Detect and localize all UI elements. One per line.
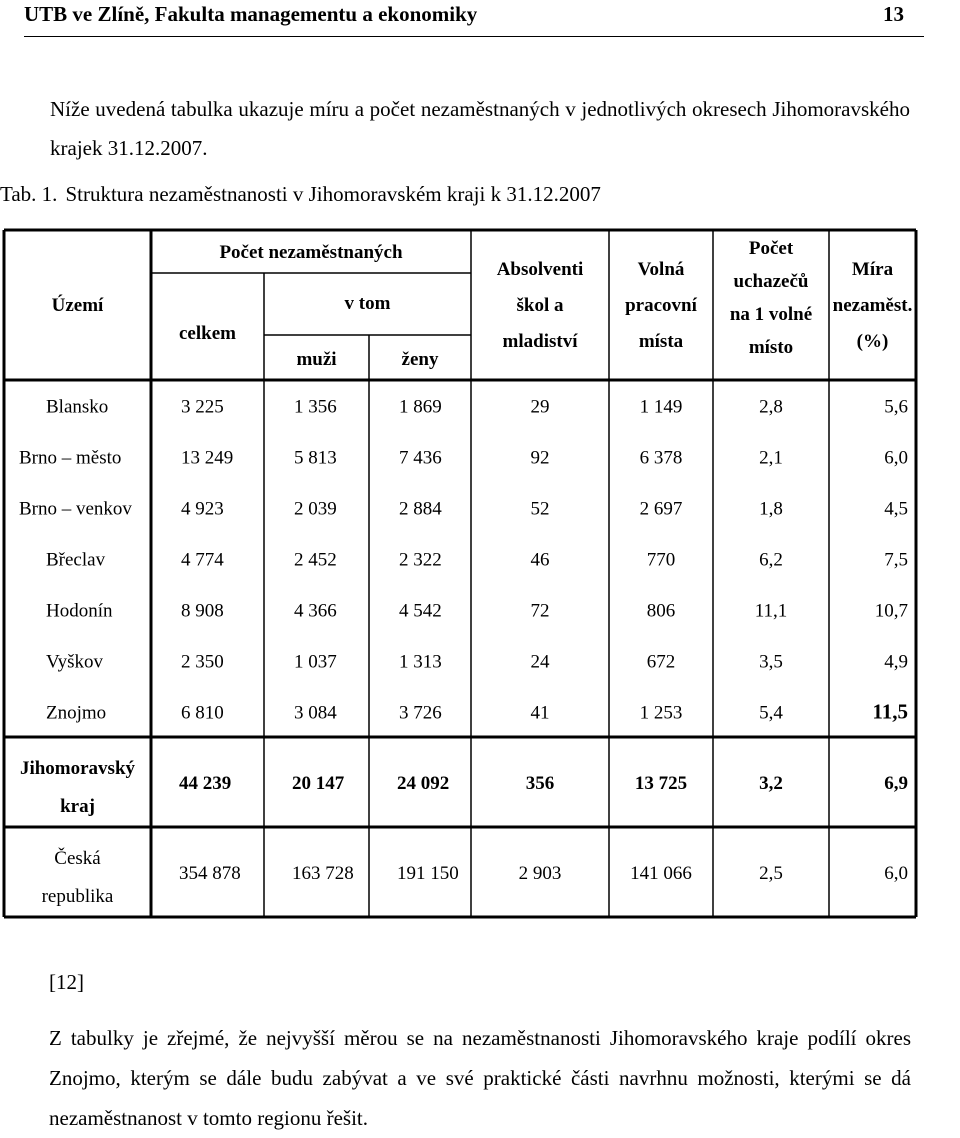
table-cell: 1 253 (639, 702, 683, 724)
table-cell: 2 452 (294, 549, 337, 571)
header-unemployed-count: Počet nezaměstnaných (219, 242, 403, 263)
table-cell: 356 (525, 773, 555, 794)
table-cell: 3,2 (759, 773, 783, 794)
header-vacancies: místa (638, 331, 684, 352)
table-cell: 24 092 (397, 773, 450, 794)
table-cell: 52 (530, 498, 550, 520)
table-cell: 11,5 (872, 699, 908, 724)
header-applicants-per-vacancy: uchazečů (733, 271, 809, 292)
header-graduates: mladiství (502, 331, 578, 352)
header-vacancies: Volná (637, 259, 685, 280)
table-cell: 6,0 (884, 863, 908, 884)
table-cell: 672 (646, 651, 676, 673)
table-cell: 1 149 (639, 396, 683, 418)
table-cell: 4 366 (294, 600, 337, 622)
country-row-name: republika (41, 886, 114, 907)
table-cell: 770 (646, 549, 676, 571)
header-title: UTB ve Zlíně, Fakulta managementu a ekonomiky (24, 2, 478, 26)
table-cell: 10,7 (874, 600, 908, 622)
table-cell: 6,9 (884, 773, 908, 794)
table-cell: 2,1 (759, 447, 783, 469)
table-cell: 6,2 (759, 549, 783, 571)
header-rate: Míra (851, 259, 894, 280)
table-cell: 2 039 (294, 498, 337, 520)
table-cell: 4 774 (181, 549, 224, 571)
table-cell: 1 356 (294, 396, 337, 418)
header-rate: nezaměst. (832, 295, 913, 316)
header-graduates: Absolventi (496, 259, 584, 280)
table-cell: 3,5 (759, 651, 783, 673)
table-cell: 5,4 (759, 702, 783, 724)
table-cell: 6 810 (181, 702, 224, 724)
table-cell: 41 (530, 702, 550, 724)
table-cell: 6,0 (884, 447, 908, 469)
table-cell: 4,9 (884, 651, 908, 673)
header-total: celkem (179, 323, 236, 344)
row-name: Znojmo (46, 702, 107, 724)
table-cell: 3 084 (294, 702, 337, 724)
table-cell: 44 239 (179, 773, 232, 794)
table-cell: 4 923 (181, 498, 224, 520)
table-cell: 1 037 (294, 651, 337, 673)
table-caption-text: Struktura nezaměstnanosti v Jihomoravském kraji k 31.12.2007 (65, 182, 601, 206)
table-cell: 4,5 (884, 498, 908, 520)
table-cell: 8 908 (181, 600, 224, 622)
header-territory: Území (51, 295, 104, 316)
table-cell: 2,8 (759, 396, 783, 418)
table-cell: 191 150 (397, 863, 459, 884)
table-cell: 2 322 (399, 549, 442, 571)
table-cell: 46 (530, 549, 550, 571)
table-cell: 72 (530, 600, 550, 622)
conclusion-paragraph: Z tabulky je zřejmé, že nejvyšší měrou se na nezaměstnanosti Jihomoravského kraje podílí okres Znojmo, kterým se dále budu zabývat a ve své praktické části navrhnu možnosti, kterými se dá nezaměstnanost v tomto regionu řešit. (49, 1026, 911, 1130)
table-cell: 1,8 (759, 498, 783, 520)
row-name: Břeclav (46, 549, 106, 571)
header-of-which: v tom (344, 293, 391, 314)
table-cell: 141 066 (630, 863, 692, 884)
unemployment-table (1, 227, 917, 947)
page-header (24, 0, 924, 37)
table-cell: 2 350 (181, 651, 224, 673)
table-caption (0, 182, 601, 207)
row-name: Brno – město (19, 447, 122, 469)
row-name: Hodonín (46, 600, 113, 622)
table-cell: 29 (530, 396, 550, 418)
region-row-name: Jihomoravský (19, 758, 136, 779)
row-name: Vyškov (46, 651, 104, 673)
table-cell: 3 726 (399, 702, 442, 724)
table-caption-label: Tab. 1. (0, 182, 58, 206)
table-cell: 20 147 (292, 773, 345, 794)
reference-citation: [12] (49, 970, 84, 994)
table-cell: 7,5 (884, 549, 908, 571)
table-cell: 5 813 (294, 447, 337, 469)
page-number: 13 (883, 2, 904, 26)
row-name: Brno – venkov (19, 498, 132, 520)
country-row-name: Česká (54, 848, 101, 869)
table-cell: 3 225 (181, 396, 224, 418)
intro-paragraph: Níže uvedená tabulka ukazuje míru a počet nezaměstnaných v jednotlivých okresech Jihomoravského krajek 31.12.2007. (50, 97, 910, 160)
header-vacancies: pracovní (625, 295, 697, 316)
table-cell: 92 (530, 447, 550, 469)
header-men: muži (296, 349, 337, 370)
table-cell: 13 249 (181, 447, 234, 469)
table-cell: 4 542 (399, 600, 442, 622)
header-graduates: škol a (516, 295, 564, 316)
table-cell: 2 884 (399, 498, 442, 520)
table-cell: 24 (530, 651, 550, 673)
region-row-name: kraj (60, 796, 95, 817)
table-cell: 5,6 (884, 396, 908, 418)
table-cell: 1 869 (399, 396, 442, 418)
table-cell: 7 436 (399, 447, 442, 469)
header-applicants-per-vacancy: místo (748, 337, 794, 358)
table-cell: 354 878 (179, 863, 241, 884)
table-cell: 6 378 (639, 447, 683, 469)
table-cell: 1 313 (399, 651, 442, 673)
header-women: ženy (401, 349, 439, 370)
table-cell: 11,1 (754, 600, 788, 622)
table-cell: 806 (646, 600, 676, 622)
header-applicants-per-vacancy: na 1 volné (729, 304, 813, 325)
table-cell: 2 697 (639, 498, 683, 520)
row-name: Blansko (46, 396, 109, 418)
header-rate: (%) (856, 331, 889, 352)
table-cell: 2 903 (518, 863, 562, 884)
table-cell: 13 725 (634, 773, 688, 794)
table-cell: 2,5 (759, 863, 783, 884)
table-cell: 163 728 (292, 863, 354, 884)
header-applicants-per-vacancy: Počet (748, 238, 794, 259)
